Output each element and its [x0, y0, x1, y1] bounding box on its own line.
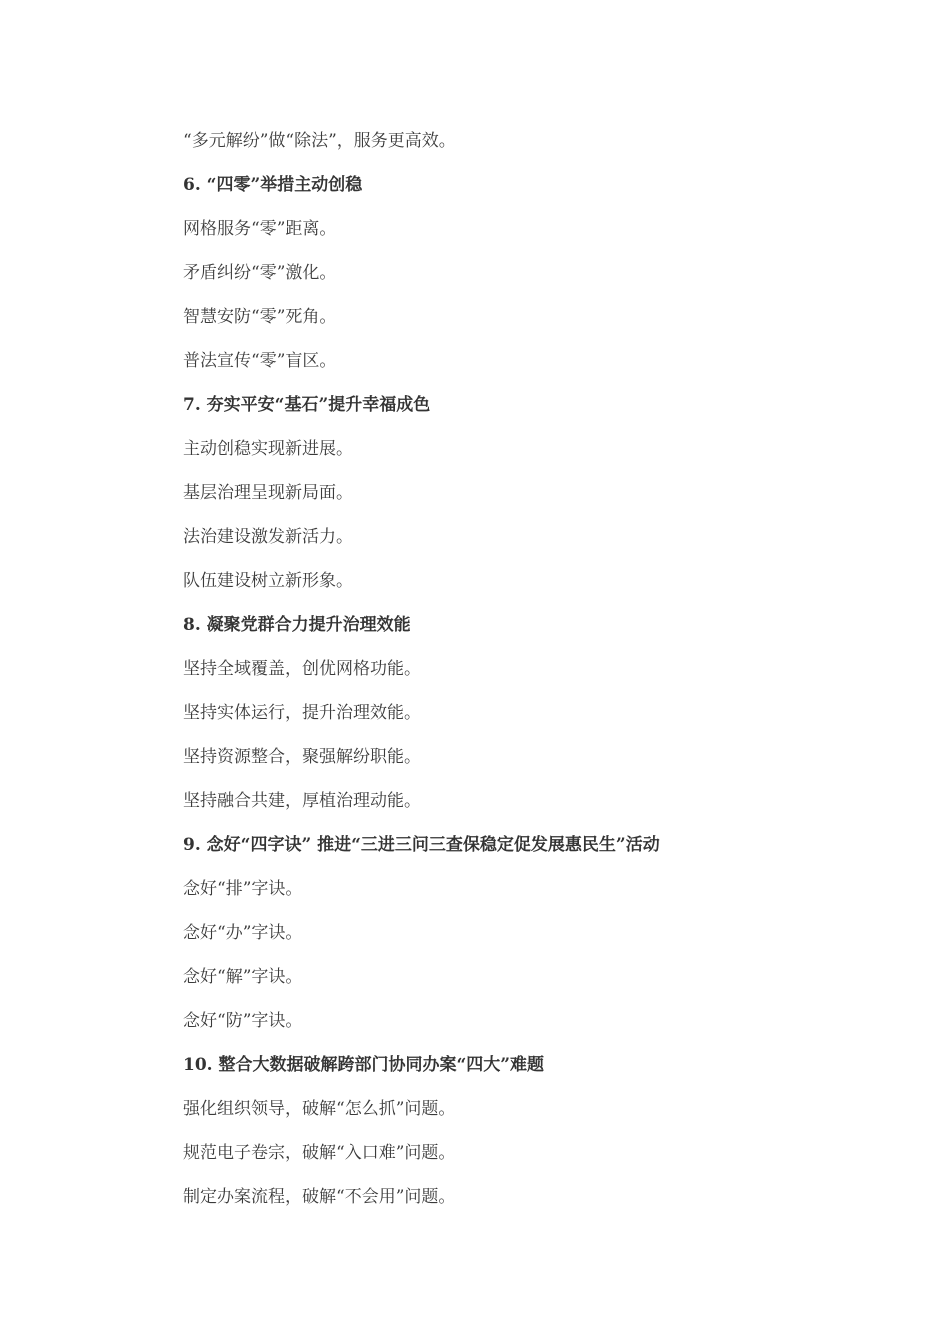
section-heading: 10. 整合大数据破解跨部门协同办案“四大”难题 — [183, 1055, 545, 1075]
paragraph: 矛盾纠纷“零”激化。 — [183, 263, 337, 283]
paragraph: 基层治理呈现新局面。 — [183, 483, 353, 503]
paragraph: 制定办案流程，破解“不会用”问题。 — [183, 1187, 456, 1207]
paragraph: 坚持资源整合，聚强解纷职能。 — [183, 747, 421, 767]
paragraph: 念好“排”字诀。 — [183, 879, 303, 899]
paragraph: 主动创稳实现新进展。 — [183, 439, 353, 459]
paragraph: 网格服务“零”距离。 — [183, 219, 337, 239]
paragraph: 智慧安防“零”死角。 — [183, 307, 337, 327]
paragraph: “多元解纷”做“除法”，服务更高效。 — [183, 131, 456, 151]
paragraph: 念好“办”字诀。 — [183, 923, 303, 943]
paragraph: 坚持全域覆盖，创优网格功能。 — [183, 659, 421, 679]
paragraph: 普法宣传“零”盲区。 — [183, 351, 337, 371]
paragraph: 念好“解”字诀。 — [183, 967, 303, 987]
paragraph: 规范电子卷宗，破解“入口难”问题。 — [183, 1143, 456, 1163]
paragraph: 念好“防”字诀。 — [183, 1011, 303, 1031]
paragraph: 强化组织领导，破解“怎么抓”问题。 — [183, 1099, 456, 1119]
section-heading: 8. 凝聚党群合力提升治理效能 — [183, 615, 411, 635]
paragraph: 坚持实体运行，提升治理效能。 — [183, 703, 421, 723]
section-heading: 9. 念好“四字诀” 推进“三进三问三查保稳定促发展惠民生”活动 — [183, 835, 660, 855]
section-heading: 7. 夯实平安“基石”提升幸福成色 — [183, 395, 431, 415]
paragraph: 坚持融合共建，厚植治理动能。 — [183, 791, 421, 811]
paragraph: 队伍建设树立新形象。 — [183, 571, 353, 591]
section-heading: 6. “四零”举措主动创稳 — [183, 175, 363, 195]
document-page — [183, 119, 883, 1219]
paragraph: 法治建设激发新活力。 — [183, 527, 353, 547]
